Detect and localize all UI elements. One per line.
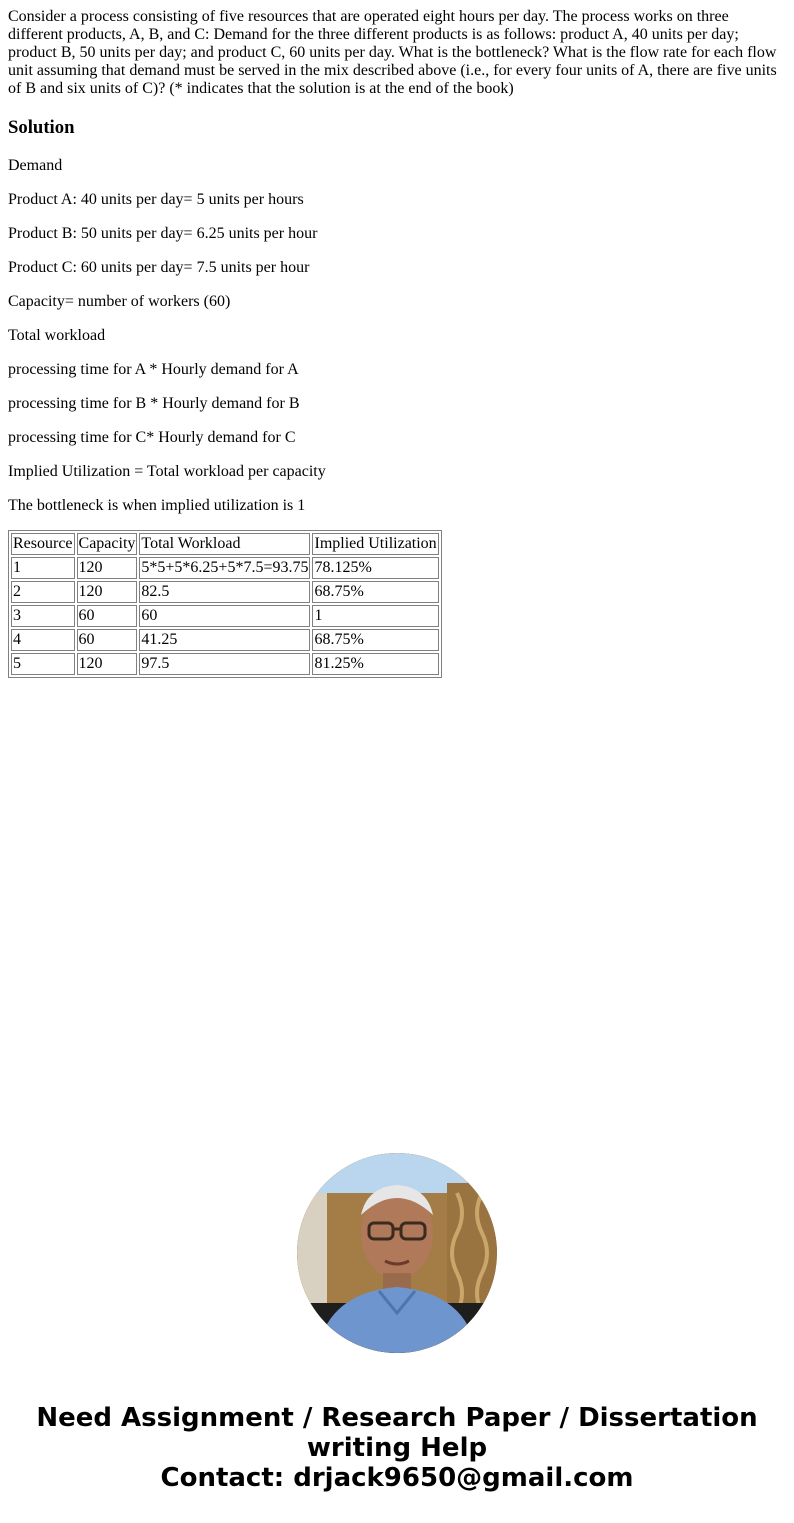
cell-resource: 4 xyxy=(11,629,75,651)
header-resource: Resource xyxy=(11,533,75,555)
cell-implied-utilization: 78.125% xyxy=(312,557,438,579)
table-row xyxy=(11,605,439,627)
cell-capacity: 60 xyxy=(77,605,138,627)
line-processing-b: processing time for B * Hourly demand for B xyxy=(8,395,300,412)
table-row xyxy=(11,581,439,603)
cell-resource: 2 xyxy=(11,581,75,603)
line-product-c: Product C: 60 units per day= 7.5 units per hour xyxy=(8,259,310,276)
line-processing-c: processing time for C* Hourly demand for C xyxy=(8,429,296,446)
cell-total-workload: 97.5 xyxy=(139,653,310,675)
cell-capacity: 120 xyxy=(77,653,138,675)
cell-resource: 1 xyxy=(11,557,75,579)
question-text: Consider a process consisting of five resources that are operated eight hours per day. The process works on three different products, A, B, and C: Demand for the three different products is as follows: product A, 40 units per day; product B, 50 units per day; and product C, 60 units per day. What is the bottleneck? What is the flow rate for each flow unit assuming that demand must be served in the mix described above (i.e., for every four units of A, there are five units of B and six units of C)? (* indicates that the solution is at the end of the book) xyxy=(8,8,777,97)
cell-capacity: 120 xyxy=(77,581,138,603)
cell-total-workload: 60 xyxy=(139,605,310,627)
promo-photo-area xyxy=(0,1153,794,1353)
promo-line-1: Need Assignment / Research Paper / Dissertation xyxy=(36,1403,758,1433)
line-capacity: Capacity= number of workers (60) xyxy=(8,293,231,310)
cell-resource: 3 xyxy=(11,605,75,627)
table-row xyxy=(11,557,439,579)
table-row xyxy=(11,629,439,651)
header-implied-utilization: Implied Utilization xyxy=(312,533,438,555)
line-implied-utilization: Implied Utilization = Total workload per capacity xyxy=(8,463,326,480)
cell-implied-utilization: 81.25% xyxy=(312,653,438,675)
cell-implied-utilization: 68.75% xyxy=(312,581,438,603)
header-capacity: Capacity xyxy=(77,533,138,555)
document-body xyxy=(0,0,794,678)
promo-contact: Contact: drjack9650@gmail.com xyxy=(160,1463,634,1493)
cell-capacity: 120 xyxy=(77,557,138,579)
avatar xyxy=(297,1153,497,1353)
solution-heading: Solution xyxy=(8,117,75,138)
promo-line-2: writing Help xyxy=(306,1433,488,1463)
line-total-workload: Total workload xyxy=(8,327,106,344)
cell-total-workload: 41.25 xyxy=(139,629,310,651)
table-row xyxy=(11,653,439,675)
cell-capacity: 60 xyxy=(77,629,138,651)
cell-implied-utilization: 68.75% xyxy=(312,629,438,651)
cell-total-workload: 82.5 xyxy=(139,581,310,603)
header-total-workload: Total Workload xyxy=(139,533,310,555)
line-bottleneck: The bottleneck is when implied utilization is 1 xyxy=(8,497,306,514)
table-header-row xyxy=(11,533,439,555)
promo-banner xyxy=(0,1403,794,1493)
line-product-b: Product B: 50 units per day= 6.25 units per hour xyxy=(8,225,318,242)
avatar-portrait xyxy=(297,1153,497,1353)
line-processing-a: processing time for A * Hourly demand for A xyxy=(8,361,299,378)
cell-total-workload: 5*5+5*6.25+5*7.5=93.75 xyxy=(139,557,310,579)
line-product-a: Product A: 40 units per day= 5 units per hours xyxy=(8,191,304,208)
cell-resource: 5 xyxy=(11,653,75,675)
cell-implied-utilization: 1 xyxy=(312,605,438,627)
utilization-table xyxy=(8,530,442,678)
line-demand: Demand xyxy=(8,157,63,174)
